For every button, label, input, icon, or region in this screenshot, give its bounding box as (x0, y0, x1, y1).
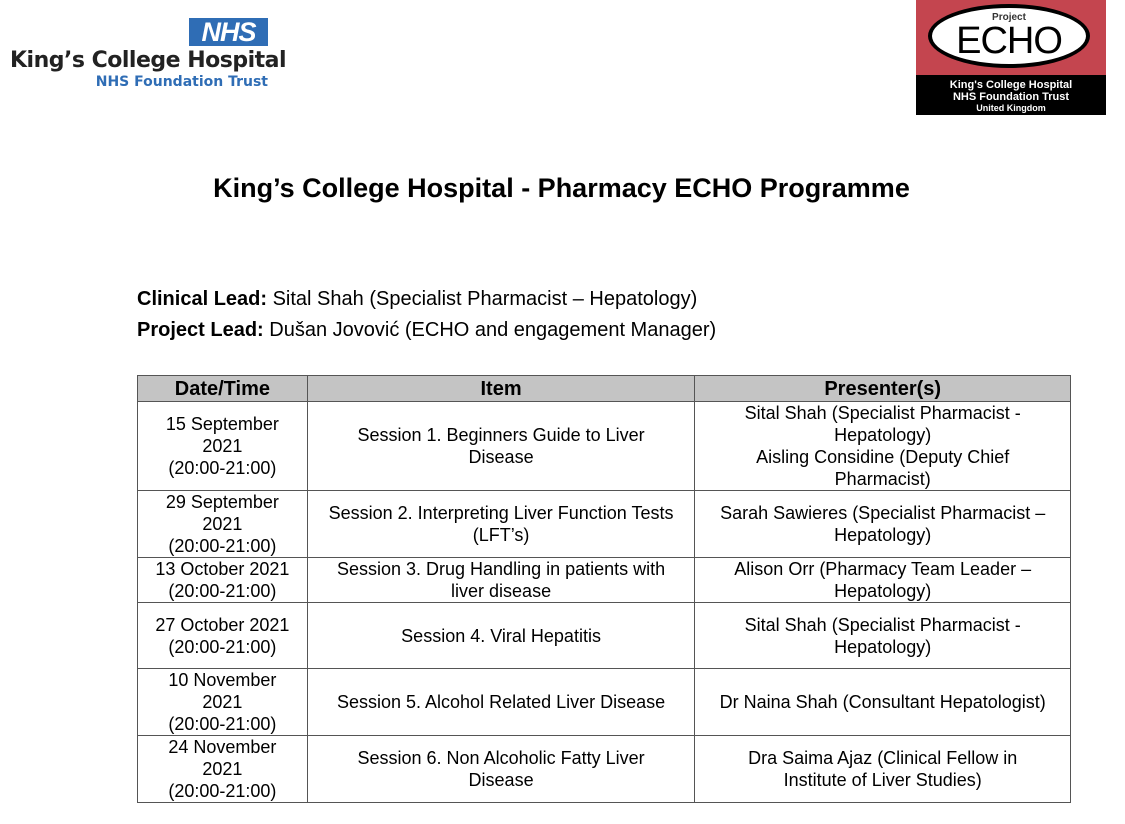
cell-presenter: Sital Shah (Specialist Pharmacist - Hepatology) (695, 603, 1071, 669)
clinical-lead: Clinical Lead: Sital Shah (Specialist Pharmacist – Hepatology) (137, 288, 698, 310)
cell-item: Session 6. Non Alcoholic Fatty Liver Disease (307, 736, 695, 803)
table-row (138, 603, 1071, 669)
cell-date: 24 November 2021 (20:00-21:00) (138, 736, 308, 803)
cell-date: 27 October 2021 (20:00-21:00) (138, 603, 308, 669)
cell-date: 13 October 2021 (20:00-21:00) (138, 558, 308, 603)
cell-item: Session 4. Viral Hepatitis (307, 603, 695, 669)
table-row (138, 491, 1071, 558)
cell-presenter: Sital Shah (Specialist Pharmacist - Hepatology) Aisling Considine (Deputy Chief Pharmacist) (695, 402, 1071, 491)
cell-date: 29 September 2021 (20:00-21:00) (138, 491, 308, 558)
kings-college-hospital-logo (8, 17, 287, 98)
page-title: King’s College Hospital - Pharmacy ECHO Programme (213, 173, 910, 203)
schedule-table (137, 375, 1071, 803)
cell-presenter: Sarah Sawieres (Specialist Pharmacist – Hepatology) (695, 491, 1071, 558)
cell-presenter: Alison Orr (Pharmacy Team Leader – Hepatology) (695, 558, 1071, 603)
logo-trust-name: NHS Foundation Trust (95, 74, 268, 90)
project-echo-logo: Project ECHO King's College Hospital NHS Foundation Trust United Kingdom (916, 0, 1106, 115)
table-header-row (138, 376, 1071, 402)
header-item: Item (307, 376, 695, 402)
table-row (138, 402, 1071, 491)
nhs-badge: NHS (189, 18, 268, 46)
table-row (138, 669, 1071, 736)
header-presenter: Presenter(s) (695, 376, 1071, 402)
cell-item: Session 1. Beginners Guide to Liver Disease (307, 402, 695, 491)
cell-date: 10 November 2021 (20:00-21:00) (138, 669, 308, 736)
echo-oval: Project ECHO (928, 4, 1090, 68)
cell-item: Session 3. Drug Handling in patients with liver disease (307, 558, 695, 603)
cell-presenter: Dr Naina Shah (Consultant Hepatologist) (695, 669, 1071, 736)
cell-presenter: Dra Saima Ajaz (Clinical Fellow in Institute of Liver Studies) (695, 736, 1071, 803)
logo-hospital-name: King’s College Hospital (10, 48, 287, 73)
header-date: Date/Time (138, 376, 308, 402)
table-row (138, 558, 1071, 603)
table-row (138, 736, 1071, 803)
cell-item: Session 2. Interpreting Liver Function Tests (LFT’s) (307, 491, 695, 558)
cell-item: Session 5. Alcohol Related Liver Disease (307, 669, 695, 736)
cell-date: 15 September 2021 (20:00-21:00) (138, 402, 308, 491)
project-lead: Project Lead: Dušan Jovović (ECHO and engagement Manager) (137, 319, 717, 341)
